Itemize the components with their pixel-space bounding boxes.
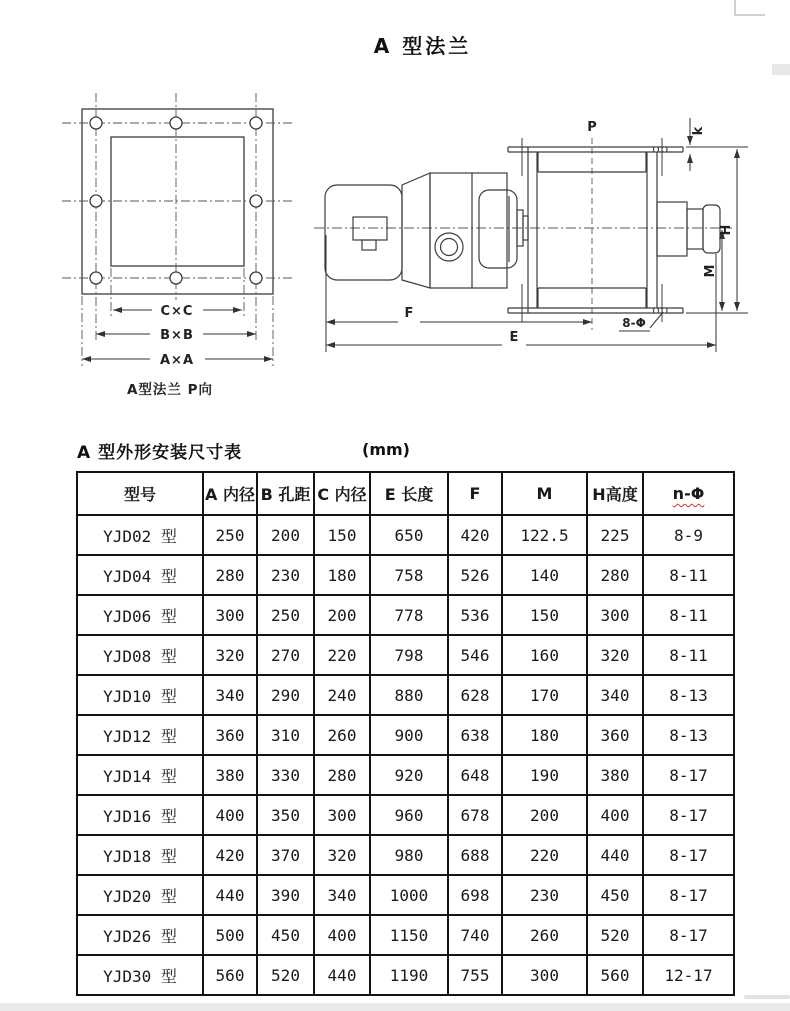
value-cell: 370: [257, 835, 314, 875]
table-header-row: [77, 472, 734, 515]
value-cell: 880: [370, 675, 448, 715]
value-cell: 122.5: [502, 515, 587, 555]
model-cell: YJD14 型: [77, 755, 203, 795]
model-cell: YJD10 型: [77, 675, 203, 715]
table-row: [77, 915, 734, 955]
value-cell: 250: [257, 595, 314, 635]
dim-label-axa: A×A: [159, 353, 195, 368]
value-cell: 1190: [370, 955, 448, 995]
model-cell: YJD12 型: [77, 715, 203, 755]
value-cell: 160: [502, 635, 587, 675]
value-cell: 340: [203, 675, 257, 715]
value-cell: 260: [502, 915, 587, 955]
value-cell: 648: [448, 755, 502, 795]
table-row: [77, 755, 734, 795]
table-title: A 型外形安装尺寸表: [77, 443, 243, 463]
dim-label-f: F: [404, 306, 414, 321]
value-cell: 420: [448, 515, 502, 555]
value-cell: 8-17: [643, 915, 734, 955]
model-cell: YJD18 型: [77, 835, 203, 875]
value-cell: 260: [314, 715, 370, 755]
value-cell: 270: [257, 635, 314, 675]
value-cell: 340: [314, 875, 370, 915]
value-cell: 678: [448, 795, 502, 835]
value-cell: 280: [314, 755, 370, 795]
value-cell: 8-11: [643, 635, 734, 675]
value-cell: 300: [314, 795, 370, 835]
value-cell: 650: [370, 515, 448, 555]
page-title: A 型法兰: [373, 34, 472, 58]
model-cell: YJD08 型: [77, 635, 203, 675]
value-cell: 380: [587, 755, 643, 795]
value-cell: 360: [203, 715, 257, 755]
table-row: [77, 635, 734, 675]
model-cell: YJD26 型: [77, 915, 203, 955]
value-cell: 440: [203, 875, 257, 915]
table-unit: (mm): [362, 440, 410, 459]
value-cell: 520: [257, 955, 314, 995]
value-cell: 390: [257, 875, 314, 915]
value-cell: 180: [314, 555, 370, 595]
value-cell: 220: [502, 835, 587, 875]
value-cell: 400: [587, 795, 643, 835]
model-cell: YJD04 型: [77, 555, 203, 595]
value-cell: 400: [203, 795, 257, 835]
value-cell: 310: [257, 715, 314, 755]
shaft-boss-outer: [435, 233, 463, 261]
value-cell: 758: [370, 555, 448, 595]
value-cell: 340: [587, 675, 643, 715]
gridline-corner-artifact: [734, 0, 765, 16]
column-header: n-Φ: [643, 472, 734, 515]
column-header: F: [448, 472, 502, 515]
value-cell: 400: [314, 915, 370, 955]
value-cell: 560: [203, 955, 257, 995]
value-cell: 526: [448, 555, 502, 595]
flange-front-view-drawing: [50, 85, 310, 410]
dim-label-bxb: B×B: [160, 328, 194, 343]
value-cell: 200: [502, 795, 587, 835]
motor-junction-tab: [362, 240, 376, 250]
value-cell: 420: [203, 835, 257, 875]
bell-housing: [479, 190, 517, 268]
model-cell: YJD30 型: [77, 955, 203, 995]
value-cell: 225: [587, 515, 643, 555]
value-cell: 150: [314, 515, 370, 555]
value-cell: 960: [370, 795, 448, 835]
dim-label-bolt-count: 8-Φ: [622, 316, 646, 330]
value-cell: 900: [370, 715, 448, 755]
dim-label-e: E: [509, 330, 519, 345]
column-header: B 孔距: [257, 472, 314, 515]
value-cell: 798: [370, 635, 448, 675]
gearbox-taper: [402, 173, 430, 288]
value-cell: 150: [502, 595, 587, 635]
value-cell: 536: [448, 595, 502, 635]
table-row: [77, 675, 734, 715]
column-header: H高度: [587, 472, 643, 515]
table-row: [77, 715, 734, 755]
value-cell: 230: [257, 555, 314, 595]
value-cell: 320: [587, 635, 643, 675]
value-cell: 220: [314, 635, 370, 675]
dim-label-cxc: C×C: [160, 304, 194, 319]
dim-label-m: M: [703, 264, 718, 278]
value-cell: 450: [257, 915, 314, 955]
value-cell: 628: [448, 675, 502, 715]
value-cell: 560: [587, 955, 643, 995]
assembly-side-view-drawing: [312, 88, 752, 372]
value-cell: 320: [314, 835, 370, 875]
value-cell: 350: [257, 795, 314, 835]
model-cell: YJD06 型: [77, 595, 203, 635]
value-cell: 8-17: [643, 875, 734, 915]
value-cell: 546: [448, 635, 502, 675]
value-cell: 360: [587, 715, 643, 755]
value-cell: 740: [448, 915, 502, 955]
value-cell: 1000: [370, 875, 448, 915]
value-cell: 8-17: [643, 795, 734, 835]
bottom-smudge-artifact: [744, 995, 790, 999]
value-cell: 170: [502, 675, 587, 715]
dimension-table: [76, 471, 735, 996]
value-cell: 688: [448, 835, 502, 875]
value-cell: 200: [314, 595, 370, 635]
value-cell: 300: [203, 595, 257, 635]
bearing-assembly: [657, 202, 720, 256]
front-view-caption: A型法兰 P向: [126, 382, 214, 398]
motor-outline: [325, 185, 402, 280]
table-row: [77, 595, 734, 635]
table-body: [77, 515, 734, 995]
value-cell: 8-9: [643, 515, 734, 555]
value-cell: 330: [257, 755, 314, 795]
center-lines: [62, 93, 292, 366]
model-cell: YJD20 型: [77, 875, 203, 915]
value-cell: 440: [587, 835, 643, 875]
column-header: 型号: [77, 472, 203, 515]
flange-bolts: [522, 138, 667, 322]
value-cell: 8-17: [643, 755, 734, 795]
value-cell: 8-17: [643, 835, 734, 875]
motor-junction-box: [353, 217, 387, 240]
dim-label-h: H: [719, 224, 734, 236]
table-row: [77, 955, 734, 995]
table-row: [77, 555, 734, 595]
value-cell: 12-17: [643, 955, 734, 995]
value-cell: 440: [314, 955, 370, 995]
value-cell: 698: [448, 875, 502, 915]
column-header: C 内径: [314, 472, 370, 515]
value-cell: 755: [448, 955, 502, 995]
table-row: [77, 875, 734, 915]
dim-label-k: k: [691, 126, 706, 136]
table-row: [77, 835, 734, 875]
value-cell: 300: [587, 595, 643, 635]
shaft-boss-inner: [441, 239, 458, 256]
value-cell: 500: [203, 915, 257, 955]
bottom-gray-band: [0, 1003, 790, 1011]
value-cell: 380: [203, 755, 257, 795]
value-cell: 1150: [370, 915, 448, 955]
column-header: A 内径: [203, 472, 257, 515]
value-cell: 520: [587, 915, 643, 955]
value-cell: 280: [203, 555, 257, 595]
value-cell: 280: [587, 555, 643, 595]
value-cell: 200: [257, 515, 314, 555]
value-cell: 320: [203, 635, 257, 675]
column-header: E 长度: [370, 472, 448, 515]
value-cell: 230: [502, 875, 587, 915]
table-row: [77, 515, 734, 555]
value-cell: 300: [502, 955, 587, 995]
value-cell: 290: [257, 675, 314, 715]
value-cell: 778: [370, 595, 448, 635]
edge-mark-artifact: [772, 64, 790, 75]
value-cell: 8-11: [643, 595, 734, 635]
value-cell: 250: [203, 515, 257, 555]
table-row: [77, 795, 734, 835]
dim-label-p: P: [587, 120, 597, 135]
value-cell: 180: [502, 715, 587, 755]
value-cell: 920: [370, 755, 448, 795]
column-header: M: [502, 472, 587, 515]
value-cell: 638: [448, 715, 502, 755]
model-cell: YJD16 型: [77, 795, 203, 835]
value-cell: 8-11: [643, 555, 734, 595]
value-cell: 8-13: [643, 675, 734, 715]
value-cell: 8-13: [643, 715, 734, 755]
value-cell: 190: [502, 755, 587, 795]
value-cell: 980: [370, 835, 448, 875]
value-cell: 140: [502, 555, 587, 595]
model-cell: YJD02 型: [77, 515, 203, 555]
flange-inner-square: [111, 137, 244, 266]
value-cell: 450: [587, 875, 643, 915]
value-cell: 240: [314, 675, 370, 715]
